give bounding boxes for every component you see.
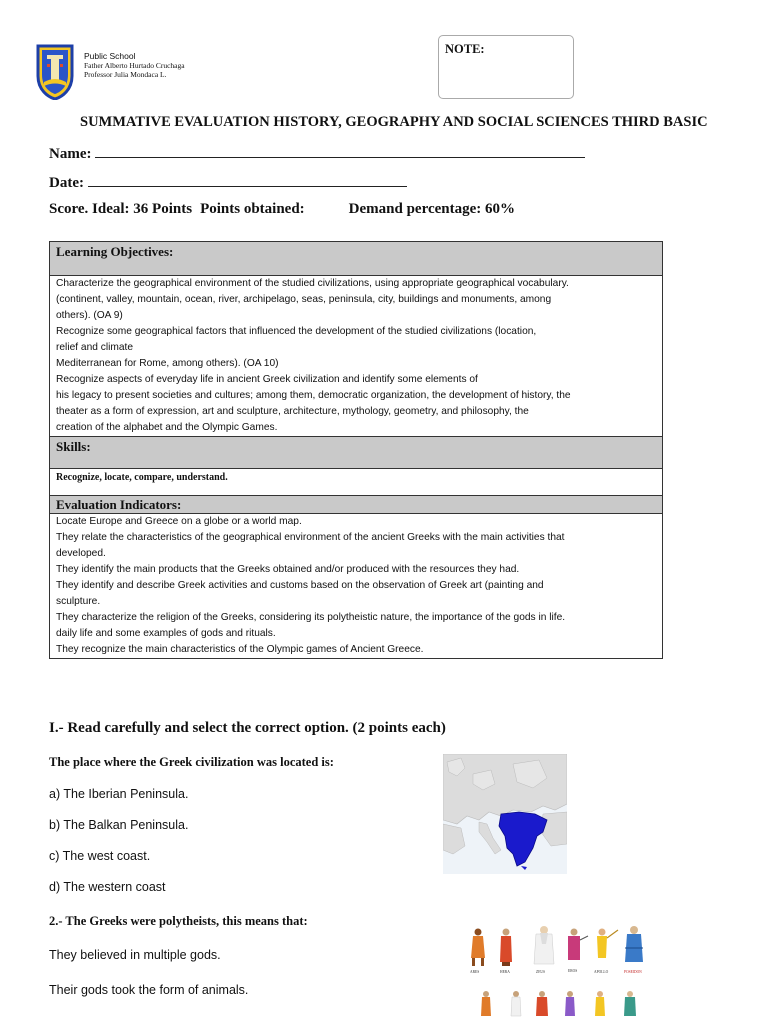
name-blank-line bbox=[95, 145, 585, 158]
objective-line: Recognize aspects of everyday life in ancient Greek civilization and identify some elements of bbox=[56, 374, 478, 385]
school-info bbox=[84, 52, 185, 79]
date-label: Date: bbox=[49, 175, 84, 191]
objective-line: relief and climate bbox=[56, 342, 134, 353]
indicator-line: They characterize the religion of the Greeks, considering its polytheistic nature, the importance of the gods in life. bbox=[56, 612, 566, 623]
score-line bbox=[49, 201, 515, 218]
objective-line: others). (OA 9) bbox=[56, 310, 123, 321]
svg-text:EROS: EROS bbox=[568, 969, 578, 973]
europe-balkans-map bbox=[443, 754, 567, 874]
svg-text:ARES: ARES bbox=[470, 970, 480, 974]
svg-text:ZEUS: ZEUS bbox=[536, 970, 545, 974]
objective-line: creation of the alphabet and the Olympic Games. bbox=[56, 422, 278, 433]
school-crest-logo bbox=[36, 42, 74, 100]
note-box bbox=[438, 35, 574, 99]
objective-line: theater as a form of expression, art and sculpture, architecture, mythology, geometry, and philosophy, the bbox=[56, 406, 529, 417]
objective-line: Characterize the geographical environment of the studied civilizations, using appropriate geographical vocabulary. bbox=[56, 278, 569, 289]
indicators-body bbox=[50, 514, 662, 658]
objective-line: his legacy to present societies and cultures; among them, democratic organization, the development of history, the bbox=[56, 390, 571, 401]
name-field bbox=[49, 145, 585, 163]
indicator-line: developed. bbox=[56, 548, 106, 559]
indicator-line: daily life and some examples of gods and rituals. bbox=[56, 628, 276, 639]
indicator-line: They identify the main products that the Greeks obtained and/or produced with the resources they had. bbox=[56, 564, 520, 575]
objective-line: (continent, valley, mountain, ocean, river, archipelago, seas, peninsula, city, buildings and monuments, among bbox=[56, 294, 552, 305]
indicator-line: They relate the characteristics of the geographical environment of the ancient Greeks with the main activities that bbox=[56, 532, 565, 543]
q1-option-a[interactable]: a) The Iberian Peninsula. bbox=[49, 787, 189, 801]
svg-text:APOLLO: APOLLO bbox=[594, 970, 609, 974]
date-blank-line bbox=[88, 174, 407, 187]
points-obtained: Points obtained: bbox=[200, 201, 305, 217]
objective-line: Mediterranean for Rome, among others). (OA 10) bbox=[56, 358, 279, 369]
note-label: NOTE: bbox=[445, 42, 485, 56]
objectives-header: Learning Objectives: bbox=[50, 242, 662, 276]
indicators-header: Evaluation Indicators: bbox=[50, 496, 662, 514]
question-1: The place where the Greek civilization was located is: bbox=[49, 755, 334, 769]
objective-line: Recognize some geographical factors that influenced the development of the studied civilizations (location, bbox=[56, 326, 537, 337]
date-field bbox=[49, 174, 407, 192]
indicator-line: They recognize the main characteristics of the Olympic games of Ancient Greece. bbox=[56, 644, 424, 655]
q1-option-b[interactable]: b) The Balkan Peninsula. bbox=[49, 818, 189, 832]
demand-percentage: Demand percentage: 60% bbox=[348, 201, 516, 217]
q2-option-2[interactable]: Their gods took the form of animals. bbox=[49, 983, 249, 997]
school-line-1: Public School bbox=[84, 51, 136, 61]
indicator-line: They identify and describe Greek activities and customs based on the observation of Greek art (painting and bbox=[56, 580, 544, 591]
q2-option-1[interactable]: They believed in multiple gods. bbox=[49, 948, 221, 962]
greek-gods-illustration bbox=[466, 918, 666, 1024]
indicator-line: Locate Europe and Greece on a globe or a world map. bbox=[56, 516, 302, 527]
page-title: SUMMATIVE EVALUATION HISTORY, GEOGRAPHY AND SOCIAL SCIENCES THIRD BASIC bbox=[80, 114, 708, 130]
svg-text:HERA: HERA bbox=[500, 970, 510, 974]
skills-body: Recognize, locate, compare, understand. bbox=[50, 469, 662, 496]
question-2: 2.- The Greeks were polytheists, this means that: bbox=[49, 914, 308, 928]
school-line-3: Professor Julia Mondaca L. bbox=[84, 70, 167, 79]
objectives-body bbox=[50, 276, 662, 437]
q1-option-c[interactable]: c) The west coast. bbox=[49, 849, 151, 863]
name-label: Name: bbox=[49, 146, 92, 162]
skills-header: Skills: bbox=[50, 437, 662, 469]
svg-text:POSEIDON: POSEIDON bbox=[624, 970, 642, 974]
section-1-heading: I.- Read carefully and select the correct option. (2 points each) bbox=[49, 720, 446, 736]
objectives-table bbox=[49, 241, 663, 659]
q1-option-d[interactable]: d) The western coast bbox=[49, 880, 166, 894]
school-line-2: Father Alberto Hurtado Cruchaga bbox=[84, 61, 185, 70]
indicator-line: sculpture. bbox=[56, 596, 101, 607]
score-ideal: Score. Ideal: 36 Points bbox=[49, 201, 193, 217]
